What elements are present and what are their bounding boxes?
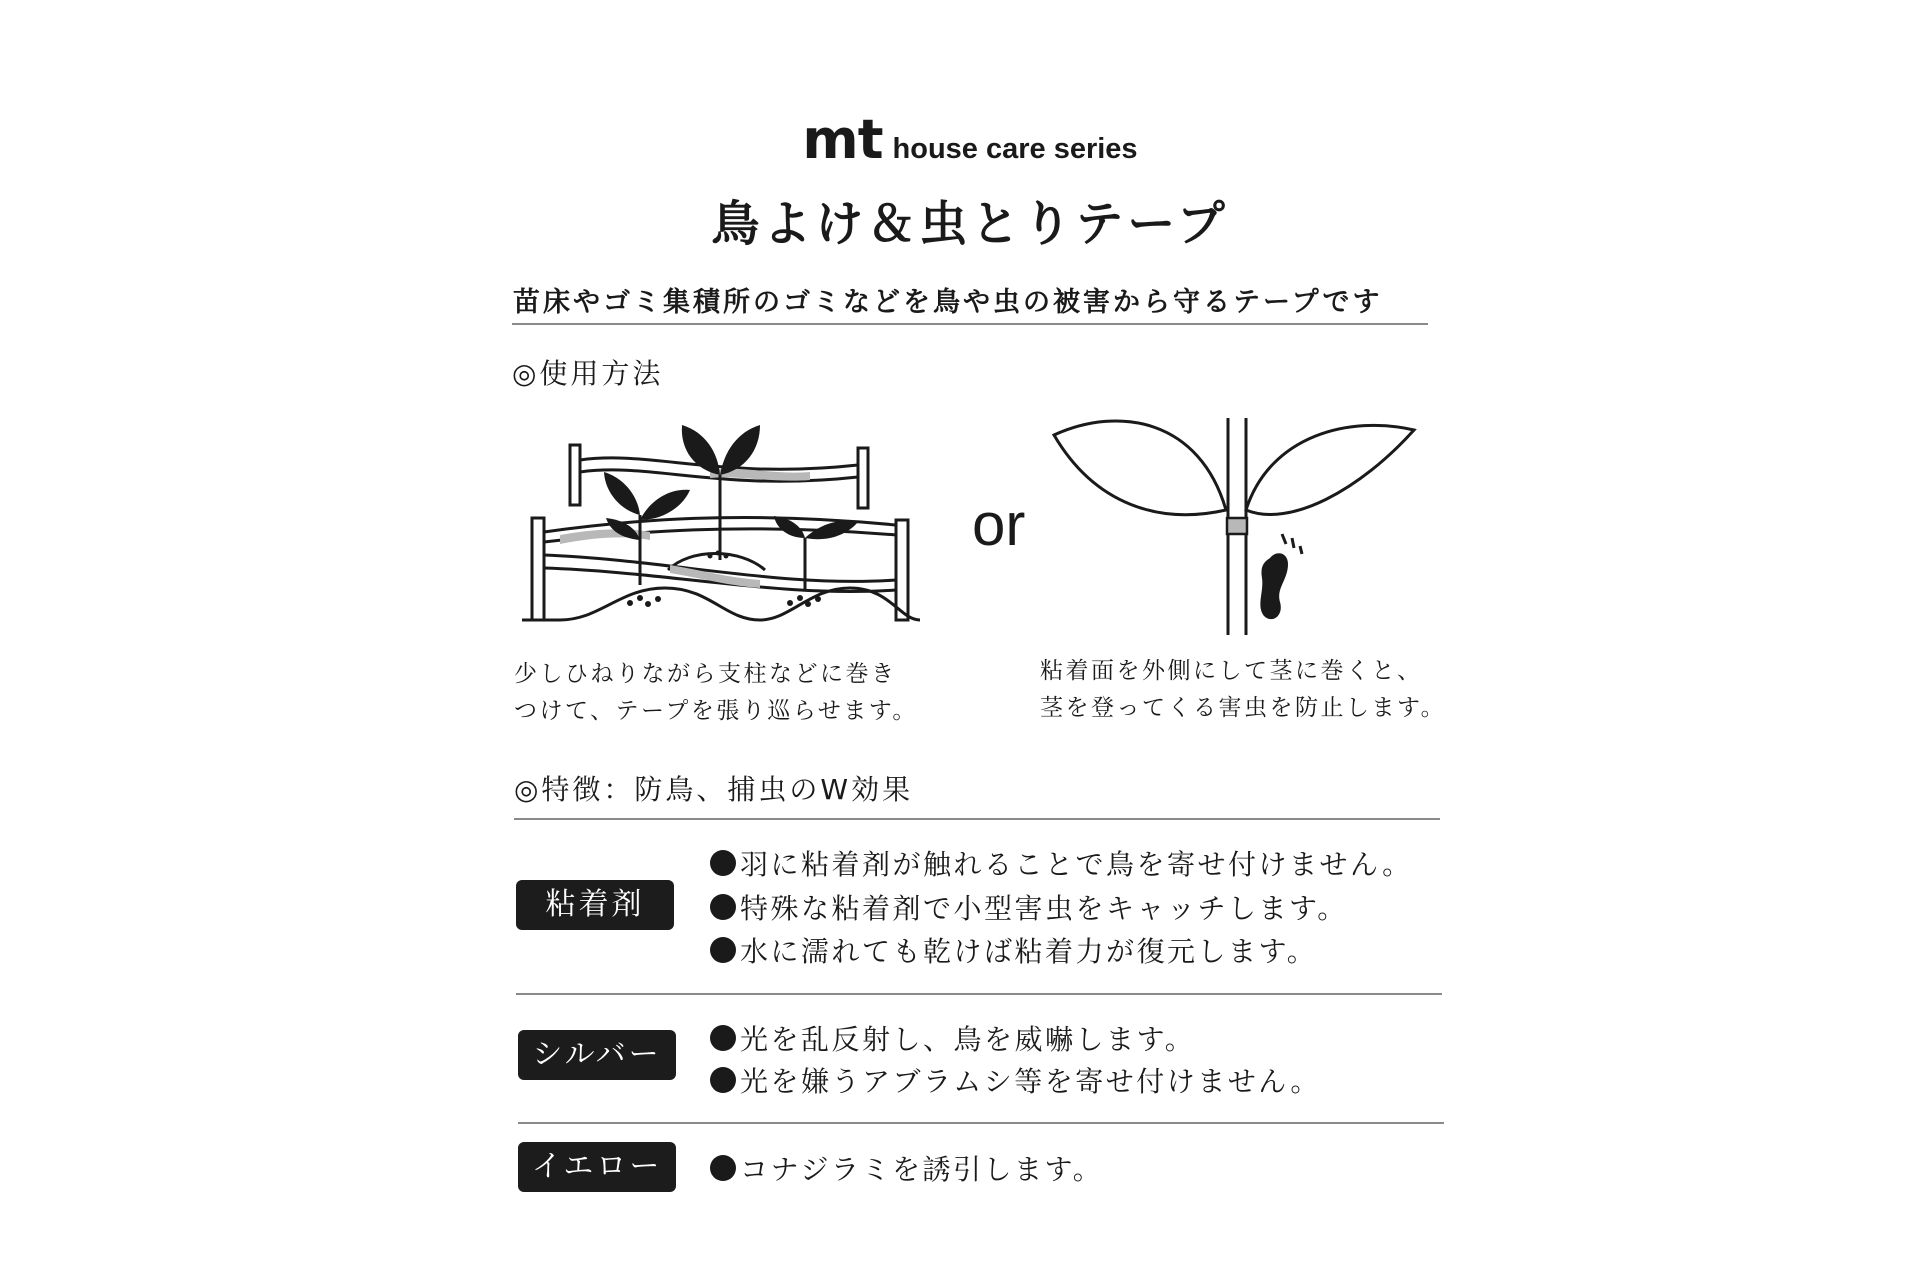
product-title: 鳥よけ＆虫とりテープ (711, 196, 1229, 252)
brand-logo: mt (802, 108, 883, 171)
brand-series: house care series (892, 133, 1138, 165)
features-rule (514, 818, 1440, 820)
group-divider (516, 993, 1442, 995)
left-caption (514, 656, 918, 730)
silver-badge: シルバー (518, 1030, 676, 1080)
bullet-icon (710, 1155, 736, 1181)
feature-item: 光を嫌うアブラムシ等を寄せ付けません。 (710, 1060, 1321, 1100)
adhesive-badge: 粘着剤 (516, 880, 674, 930)
left-caption-line: 少しひねりながら支柱などに巻き (514, 661, 897, 687)
seedbed-illustration (520, 420, 920, 630)
bullet-icon (710, 850, 736, 876)
group-divider (518, 1122, 1444, 1124)
left-caption-line: つけて、テープを張り巡らせます。 (514, 698, 918, 724)
stem-tape-illustration (1050, 410, 1420, 640)
bullet-icon (710, 894, 736, 920)
right-caption-line: 茎を登ってくる害虫を防止します。 (1040, 695, 1447, 721)
right-caption (1040, 653, 1446, 727)
right-caption-line: 粘着面を外側にして茎に巻くと、 (1040, 658, 1423, 684)
usage-heading: ◎使用方法 (512, 357, 664, 390)
bullet-icon (710, 1025, 736, 1051)
feature-item: 特殊な粘着剤で小型害虫をキャッチします。 (710, 887, 1348, 927)
feature-item: 光を乱反射し、鳥を威嚇します。 (710, 1018, 1195, 1058)
features-heading: ◎特徴：防鳥、捕虫のW効果 (514, 773, 914, 806)
bullet-icon (710, 937, 736, 963)
feature-item: 水に濡れても乾けば粘着力が復元します。 (710, 930, 1317, 970)
yellow-badge: イエロー (518, 1142, 676, 1192)
feature-item: コナジラミを誘引します。 (710, 1148, 1103, 1188)
subtitle-rule (512, 323, 1428, 325)
feature-item: 羽に粘着剤が触れることで鳥を寄せ付けません。 (710, 843, 1413, 883)
brand-header (0, 108, 1920, 171)
or-label: or (972, 491, 1026, 558)
bullet-icon (710, 1067, 736, 1093)
product-subtitle: 苗床やゴミ集積所のゴミなどを鳥や虫の被害から守るテープです (513, 287, 1383, 318)
